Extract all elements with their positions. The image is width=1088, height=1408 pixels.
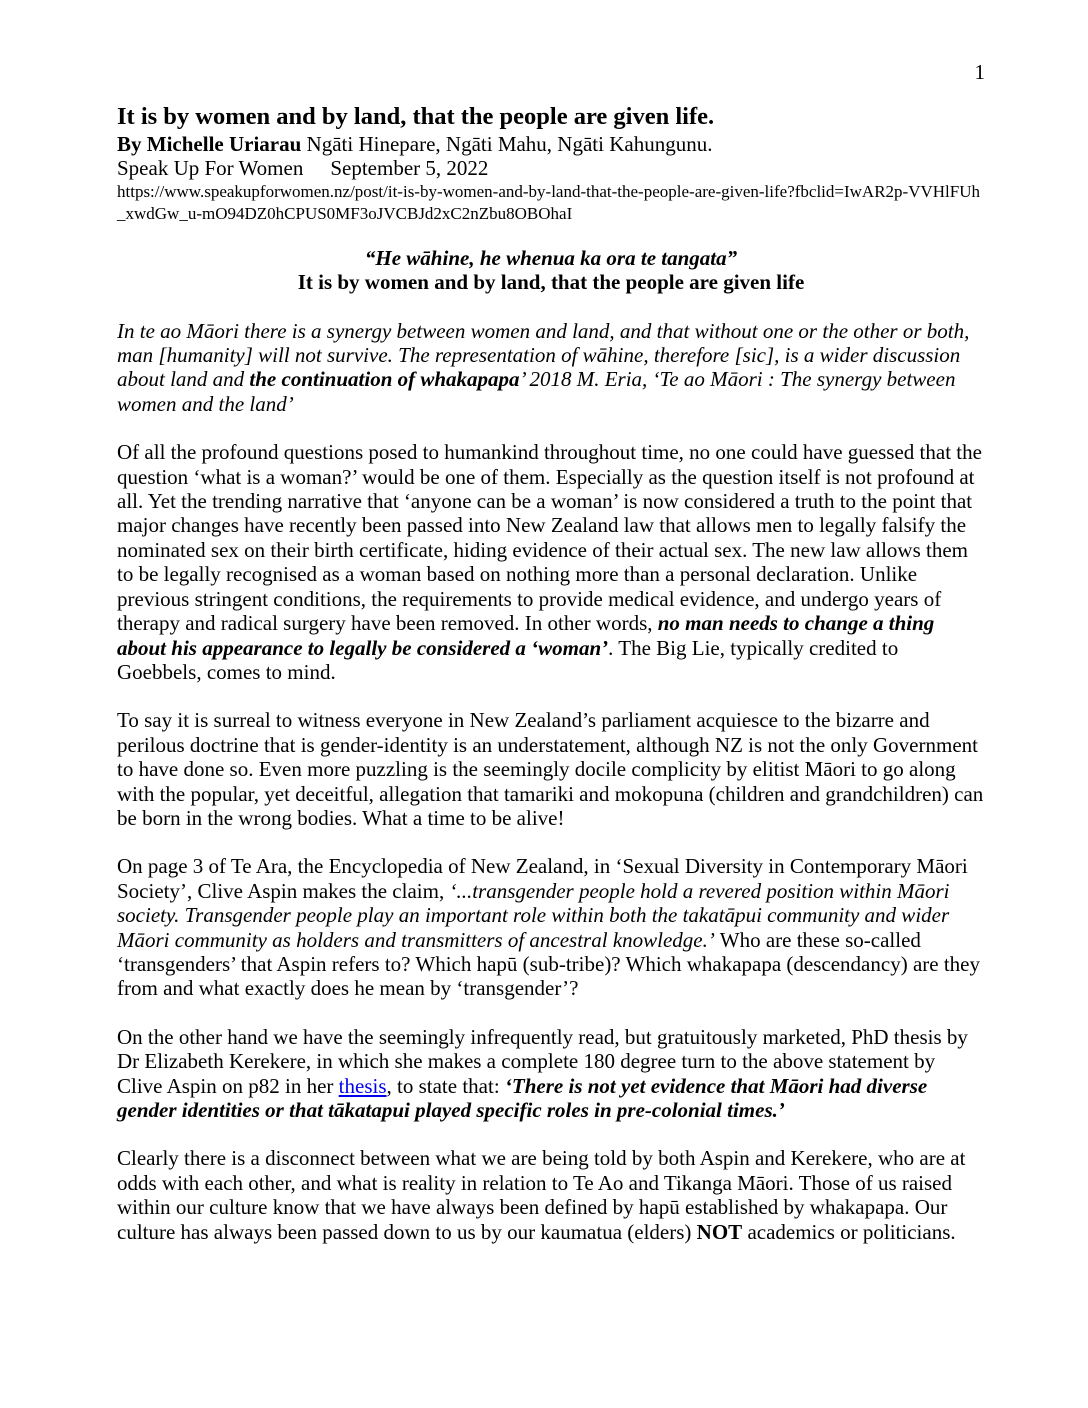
epigraph [117, 246, 985, 295]
epigraph-maori-line: “He wāhine, he whenua ka ora te tangata” [364, 245, 738, 270]
publication-line [117, 156, 985, 180]
paragraph-text: Of all the profound questions posed to humankind throughout time, no one could have guessed that the question ‘what is a woman?’ would be one of them. Especially as the question itself is not profound at all. Yet the trending narrative that ‘anyone can be a woman’ is now considered a truth to the point that major changes have recently been passed into New Zealand law that allows men to legally falsify the nominated sex on their birth certificate, hiding evidence of their actual sex. The new law allows them to be legally recognised as a woman based on nothing more than a personal declaration. Unlike previous stringent conditions, the requirements to provide medical evidence, and undergo years of therapy and radical surgery have been removed. In other words, [117, 440, 982, 636]
paragraph-text: Clearly there is a disconnect between what we are being told by both Aspin and Kerekere, who are at odds with each other, and what is reality in relation to Te Ao and Tikanga Māori. Those of us raised within our culture know that we have always been defined by hapū established by whakapapa. Our culture has always been passed down to us by our kaumatua (elders) [117, 1146, 966, 1244]
paragraph-text: . The Big Lie, typically credited to Goebbels, comes to mind. [117, 635, 899, 684]
paragraph-text: , to state that: [386, 1073, 505, 1098]
lead-quote-text: In te ao Māori there is a synergy between women and land, and that without one or the other or both, man [humanity] will not survive. The representation of wāhine, therefore [sic], is a wider discussion about land and [117, 318, 970, 392]
byline-author: By Michelle Uriarau [117, 132, 302, 156]
publish-date: September 5, 2022 [330, 156, 489, 181]
aspin-quote-text: ‘...transgender people hold a revered position within Māori society. Transgender people play an important role within both the takatāpui community and wider Māori community as holders and transmitters of ancestral knowledge.’ [117, 878, 950, 952]
paragraph-text: Who are these so-called ‘transgenders’ that Aspin refers to? Which hapū (sub-tribe)? Which whakapapa (descendancy) are they from and what exactly does he mean by ‘transgender’? [117, 927, 980, 1001]
page-number: 1 [974, 60, 985, 84]
body-paragraph-3 [117, 854, 985, 1000]
lead-quote-citation: ’ 2018 M. Eria, ‘Te ao Māori : The synergy between women and the land’ [117, 367, 956, 416]
body-paragraph-2: To say it is surreal to witness everyone in New Zealand’s parliament acquiesce to the bizarre and perilous doctrine that is gender-identity is an understatement, although NZ is not the only Government to have done so. Even more puzzling is the seemingly docile complicity by elitist Māori to go along with the popular, yet deceitful, allegation that tamariki and mokopuna (children and grandchildren) can be born in the wrong bodies. What a time to be alive! [117, 708, 984, 830]
kerekere-quote-text: ‘There is not yet evidence that Māori had diverse gender identities or that tākatapui played specific roles in pre-colonial times.’ [117, 1073, 928, 1122]
body-paragraph-5 [117, 1146, 985, 1244]
paragraph-bold-text: NOT [696, 1219, 743, 1244]
paragraph-emphasis-text: no man needs to change a thing about his appearance to legally be considered a ‘woman’ [117, 611, 935, 660]
article-url: https://www.speakupforwomen.nz/post/it-is-by-women-and-by-land-that-the-people-are-given-life?fbclid=IwAR2p-VVHlFUh_xwdGw_u-mO94DZ0hCPUS0MF3oJVCBJd2xC2nZbu8OBOhaI [117, 181, 980, 224]
byline-affiliations: Ngāti Hinepare, Ngāti Mahu, Ngāti Kahungunu. [301, 132, 713, 156]
paragraph-text: On the other hand we have the seemingly infrequently read, but gratuitously marketed, PhD thesis by Dr Elizabeth Kerekere, in which she makes a complete 180 degree turn to the above statement by Clive Aspin on p82 in her [117, 1024, 968, 1098]
body-paragraph-4 [117, 1025, 985, 1123]
paragraph-text: academics or politicians. [742, 1219, 956, 1244]
byline [117, 132, 985, 156]
organisation-name: Speak Up For Women [117, 156, 304, 181]
thesis-link[interactable]: thesis [338, 1073, 387, 1098]
lead-quote-bold-text: the continuation of whakapapa [249, 367, 520, 392]
epigraph-english-line: It is by women and by land, that the people are given life [297, 270, 805, 295]
lead-quote-paragraph [117, 319, 985, 417]
paragraph-text: On page 3 of Te Ara, the Encyclopedia of New Zealand, in ‘Sexual Diversity in Contemporary Māori Society’, Clive Aspin makes the claim, [117, 854, 968, 903]
article-title: It is by women and by land, that the people are given life. [117, 103, 715, 130]
body-paragraph-1 [117, 440, 985, 684]
